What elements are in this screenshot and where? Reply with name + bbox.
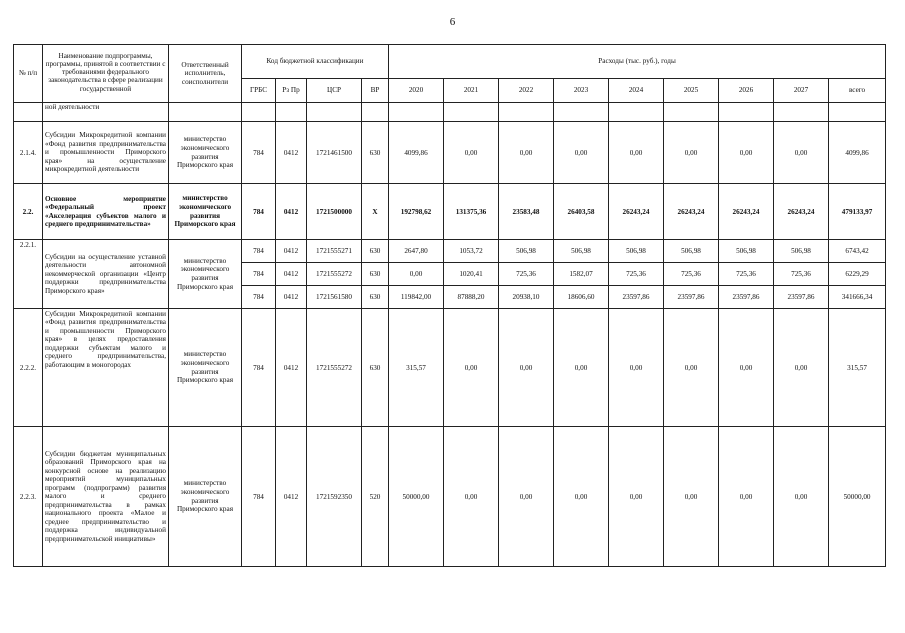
cell-total: 50000,00 — [829, 427, 886, 567]
cell-value: 725,36 — [499, 263, 554, 286]
cell-rzpr: 0412 — [276, 263, 307, 286]
cell-value: 0,00 — [719, 122, 774, 184]
cell-vr: 520 — [362, 427, 389, 567]
cell-value: 23597,86 — [664, 286, 719, 309]
cell-value: 315,57 — [389, 309, 444, 427]
cell-value: 192798,62 — [389, 184, 444, 240]
cell-vr: 630 — [362, 263, 389, 286]
cell-total: 341666,34 — [829, 286, 886, 309]
header-rzpr: Рз Пр — [276, 79, 307, 103]
cell-value: 0,00 — [499, 309, 554, 427]
table-row — [14, 309, 886, 427]
header-vr: ВР — [362, 79, 389, 103]
cell-value: 725,36 — [774, 263, 829, 286]
table-row — [14, 184, 886, 240]
cell-rzpr: 0412 — [276, 309, 307, 427]
cell-csr: 1721555272 — [307, 263, 362, 286]
cell-value: 23597,86 — [774, 286, 829, 309]
cell-value: 26243,24 — [719, 184, 774, 240]
cell-csr: 1721500000 — [307, 184, 362, 240]
cell-csr: 1721561580 — [307, 286, 362, 309]
cell-grbs: 784 — [242, 286, 276, 309]
row-number: 2.2.3. — [14, 427, 43, 567]
header-total: всего — [829, 79, 886, 103]
cell-value: 2647,80 — [389, 240, 444, 263]
row-name: Основное мероприятие «Федеральный проект «Акселерация субъектов малого и среднего предпринимательства» — [43, 184, 169, 240]
cell-value: 87888,20 — [444, 286, 499, 309]
cell-value: 0,00 — [774, 122, 829, 184]
cell-rzpr: 0412 — [276, 184, 307, 240]
header-grbs: ГРБС — [242, 79, 276, 103]
cell-value: 0,00 — [664, 309, 719, 427]
header-name: Наименование подпрограммы, программы, принятой в соответствии с требованиями федерального законодательства в сфере реализации государственной — [43, 45, 169, 103]
cell-value: 506,98 — [719, 240, 774, 263]
header-exec: Ответственный исполнитель, соисполнители — [169, 45, 242, 103]
row-executor: министерство экономического развития Приморского края — [169, 240, 242, 309]
cell-csr: 1721461500 — [307, 122, 362, 184]
cell-total: 6743,42 — [829, 240, 886, 263]
cell-value: 0,00 — [444, 122, 499, 184]
header-year: 2022 — [499, 79, 554, 103]
row-name: Субсидии Микрокредитной компании «Фонд развития предпринимательства и промышленности Приморского края» в целях предоставления поддержки субъектам малого и среднего предпринимательства, работающим в моногородах — [43, 309, 169, 427]
cell-rzpr: 0412 — [276, 427, 307, 567]
cell-total: 315,57 — [829, 309, 886, 427]
row-number: 2.2. — [14, 184, 43, 240]
cell-value: 23583,48 — [499, 184, 554, 240]
row-number: 2.2.2. — [14, 309, 43, 427]
row-name: Субсидии на осуществление уставной деятельности автономной некоммерческой организации «Центр поддержки предпринимательства Приморского края» — [43, 240, 169, 309]
cell-value: 506,98 — [664, 240, 719, 263]
cell-vr: 630 — [362, 309, 389, 427]
cell-value: 0,00 — [774, 427, 829, 567]
cell-value: 26243,24 — [774, 184, 829, 240]
table-row — [14, 427, 886, 567]
cell-value: 1020,41 — [444, 263, 499, 286]
cell-value: 725,36 — [664, 263, 719, 286]
continuation-text: ной деятельности — [43, 103, 169, 122]
cell-vr: 630 — [362, 122, 389, 184]
cell-value: 506,98 — [554, 240, 609, 263]
header-year: 2026 — [719, 79, 774, 103]
cell-value: 1053,72 — [444, 240, 499, 263]
cell-rzpr: 0412 — [276, 286, 307, 309]
cell-value: 0,00 — [499, 122, 554, 184]
cell-rzpr: 0412 — [276, 240, 307, 263]
cell-value: 26243,24 — [664, 184, 719, 240]
header-csr: ЦСР — [307, 79, 362, 103]
row-name: Субсидии Микрокредитной компании «Фонд развития предпринимательства и промышленности Приморского края» на осуществление микрокредитной деятельности — [43, 122, 169, 184]
header-budget-code: Код бюджетной классификации — [242, 45, 389, 79]
cell-value: 50000,00 — [389, 427, 444, 567]
cell-value: 725,36 — [719, 263, 774, 286]
cell-value: 0,00 — [774, 309, 829, 427]
header-year: 2023 — [554, 79, 609, 103]
cell-value: 4099,86 — [389, 122, 444, 184]
header-num: № п/п — [14, 45, 43, 103]
header-expenses: Расходы (тыс. руб.), годы — [389, 45, 886, 79]
cell-value: 0,00 — [719, 309, 774, 427]
row-name: Субсидии бюджетам муниципальных образований Приморского края на конкурсной основе на реализацию мероприятий муниципальных программ (подпрограмм) развития малого и среднего предпринимательства в рамках национального проекта «Малое и среднее предпринимательство и поддержка индивидуальной предпринимательской инициативы» — [43, 427, 169, 567]
cell-value: 0,00 — [664, 427, 719, 567]
cell-grbs: 784 — [242, 240, 276, 263]
cell-value: 0,00 — [609, 427, 664, 567]
cell-value: 0,00 — [444, 309, 499, 427]
row-number: 2.1.4. — [14, 122, 43, 184]
row-executor: министерство экономического развития Приморского края — [169, 184, 242, 240]
cell-value: 0,00 — [389, 263, 444, 286]
cell-value: 506,98 — [609, 240, 664, 263]
row-executor: министерство экономического развития Приморского края — [169, 309, 242, 427]
row-executor: министерство экономического развития Приморского края — [169, 427, 242, 567]
cell-value: 0,00 — [609, 122, 664, 184]
cell-value: 23597,86 — [609, 286, 664, 309]
cell-vr: 630 — [362, 240, 389, 263]
cell-value: 0,00 — [444, 427, 499, 567]
cell-value: 506,98 — [499, 240, 554, 263]
header-year: 2020 — [389, 79, 444, 103]
header-year: 2021 — [444, 79, 499, 103]
cell-grbs: 784 — [242, 263, 276, 286]
table-row — [14, 240, 886, 263]
cell-value: 0,00 — [499, 427, 554, 567]
cell-csr: 1721555272 — [307, 309, 362, 427]
row-executor: министерство экономического развития Приморского края — [169, 122, 242, 184]
cell-total: 479133,97 — [829, 184, 886, 240]
header-year: 2025 — [664, 79, 719, 103]
cell-csr: 1721555271 — [307, 240, 362, 263]
table-row — [14, 122, 886, 184]
budget-table — [13, 44, 886, 567]
cell-grbs: 784 — [242, 427, 276, 567]
cell-value: 23597,86 — [719, 286, 774, 309]
cell-value: 131375,36 — [444, 184, 499, 240]
cell-grbs: 784 — [242, 184, 276, 240]
cell-value: 119842,00 — [389, 286, 444, 309]
cell-rzpr: 0412 — [276, 122, 307, 184]
cell-value: 26403,58 — [554, 184, 609, 240]
cell-value: 1582,07 — [554, 263, 609, 286]
row-number: 2.2.1. — [14, 240, 43, 309]
cell-csr: 1721592350 — [307, 427, 362, 567]
cell-value: 0,00 — [719, 427, 774, 567]
cell-value: 725,36 — [609, 263, 664, 286]
cell-total: 4099,86 — [829, 122, 886, 184]
continuation-row — [14, 103, 886, 122]
cell-value: 26243,24 — [609, 184, 664, 240]
cell-total: 6229,29 — [829, 263, 886, 286]
cell-vr: 630 — [362, 286, 389, 309]
cell-value: 506,98 — [774, 240, 829, 263]
page-number: 6 — [449, 16, 456, 28]
cell-value: 0,00 — [554, 427, 609, 567]
cell-value: 18606,60 — [554, 286, 609, 309]
cell-value: 0,00 — [664, 122, 719, 184]
cell-vr: Х — [362, 184, 389, 240]
header-year: 2024 — [609, 79, 664, 103]
cell-value: 0,00 — [554, 309, 609, 427]
cell-grbs: 784 — [242, 122, 276, 184]
cell-value: 20938,10 — [499, 286, 554, 309]
cell-grbs: 784 — [242, 309, 276, 427]
cell-value: 0,00 — [609, 309, 664, 427]
cell-value: 0,00 — [554, 122, 609, 184]
header-year: 2027 — [774, 79, 829, 103]
